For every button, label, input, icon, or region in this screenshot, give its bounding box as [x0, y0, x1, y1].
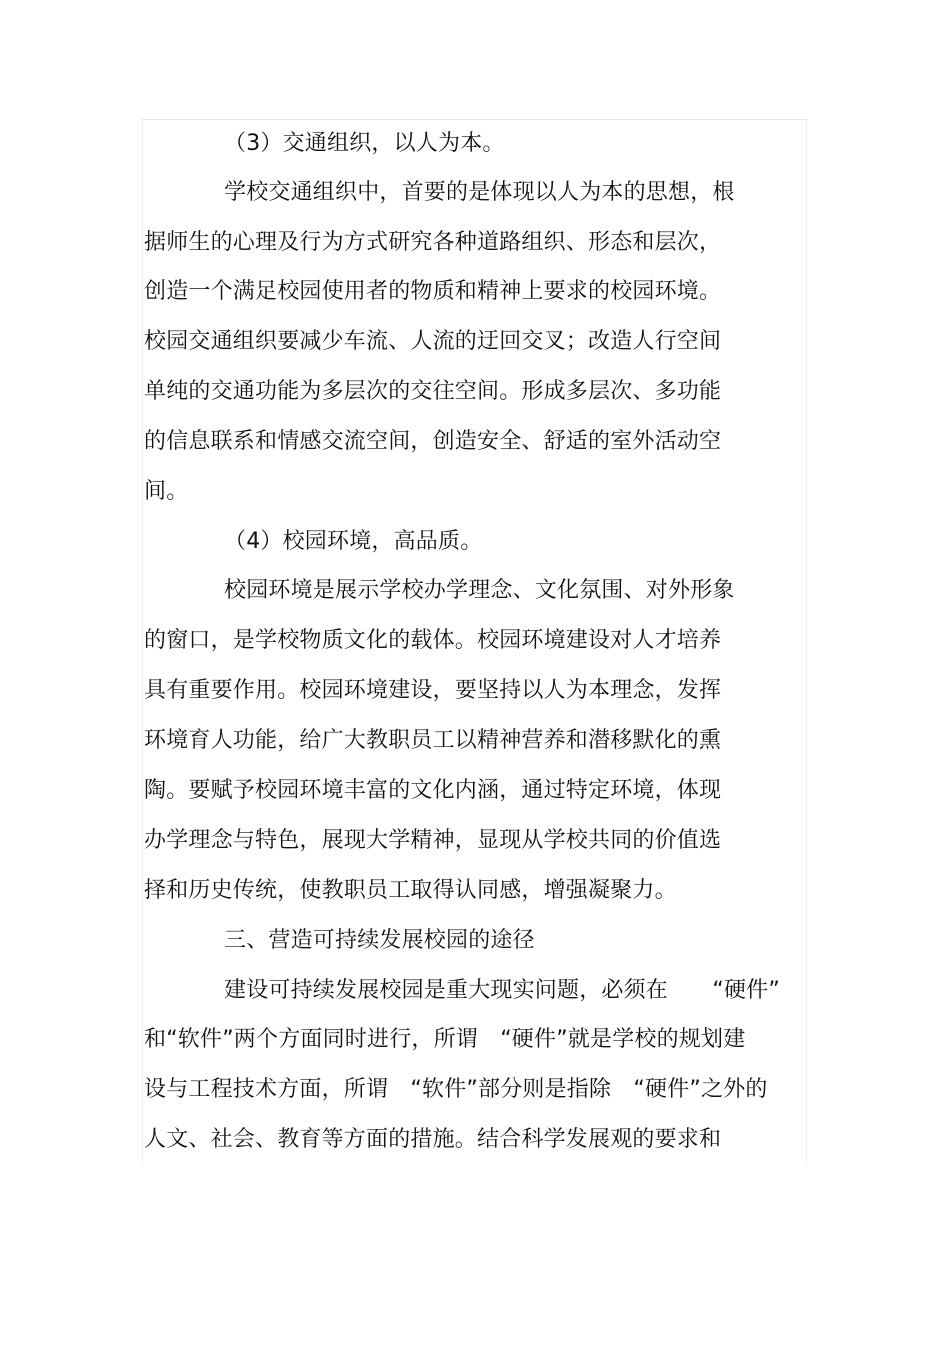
paragraph-line: 学校交通组织中，首要的是体现以人为本的思想，根 — [224, 180, 735, 205]
paragraph-line: 校园交通组织要减少车流、人流的迂回交叉；改造人行空间 — [144, 329, 722, 354]
paragraph-line: 建设可持续发展校园是重大现实问题，必须在 “硬件” — [224, 978, 780, 1003]
paragraph-line: 的信息联系和情感交流空间，创造安全、舒适的室外活动空 — [144, 429, 722, 454]
paragraph-line: 创造一个满足校园使用者的物质和精神上要求的校园环境。 — [144, 279, 722, 304]
paragraph-line: 办学理念与特色，展现大学精神，显现从学校共同的价值选 — [144, 828, 722, 853]
paragraph-line: 人文、社会、教育等方面的措施。结合科学发展观的要求和 — [144, 1127, 722, 1152]
paragraph-line: 的窗口，是学校物质文化的载体。校园环境建设对人才培养 — [144, 628, 722, 653]
paragraph-line: 据师生的心理及行为方式研究各种道路组织、形态和层次， — [144, 230, 722, 255]
heading-traffic: （3）交通组织，以人为本。 — [224, 131, 505, 156]
paragraph-line: 环境育人功能，给广大教职员工以精神营养和潜移默化的熏 — [144, 728, 722, 753]
section-heading: 三、营造可持续发展校园的途径 — [224, 928, 535, 953]
paragraph-line: 单纯的交通功能为多层次的交往空间。形成多层次、多功能 — [144, 379, 722, 404]
paragraph-line: 具有重要作用。校园环境建设，要坚持以人为本理念，发挥 — [144, 678, 722, 703]
heading-environment: （4）校园环境，高品质。 — [224, 529, 483, 554]
paragraph-line: 设与工程技术方面，所谓 “软件”部分则是指除 “硬件”之外的 — [144, 1077, 768, 1102]
paragraph-line: 和“软件”两个方面同时进行，所谓 “硬件”就是学校的规划建 — [144, 1027, 746, 1052]
paragraph-line: 择和历史传统，使教职员工取得认同感，增强凝聚力。 — [144, 878, 677, 903]
paragraph-line: 陶。要赋予校园环境丰富的文化内涵，通过特定环境，体现 — [144, 778, 722, 803]
paragraph-line: 校园环境是展示学校办学理念、文化氛围、对外形象 — [224, 578, 735, 603]
paragraph-line: 间。 — [144, 479, 189, 504]
